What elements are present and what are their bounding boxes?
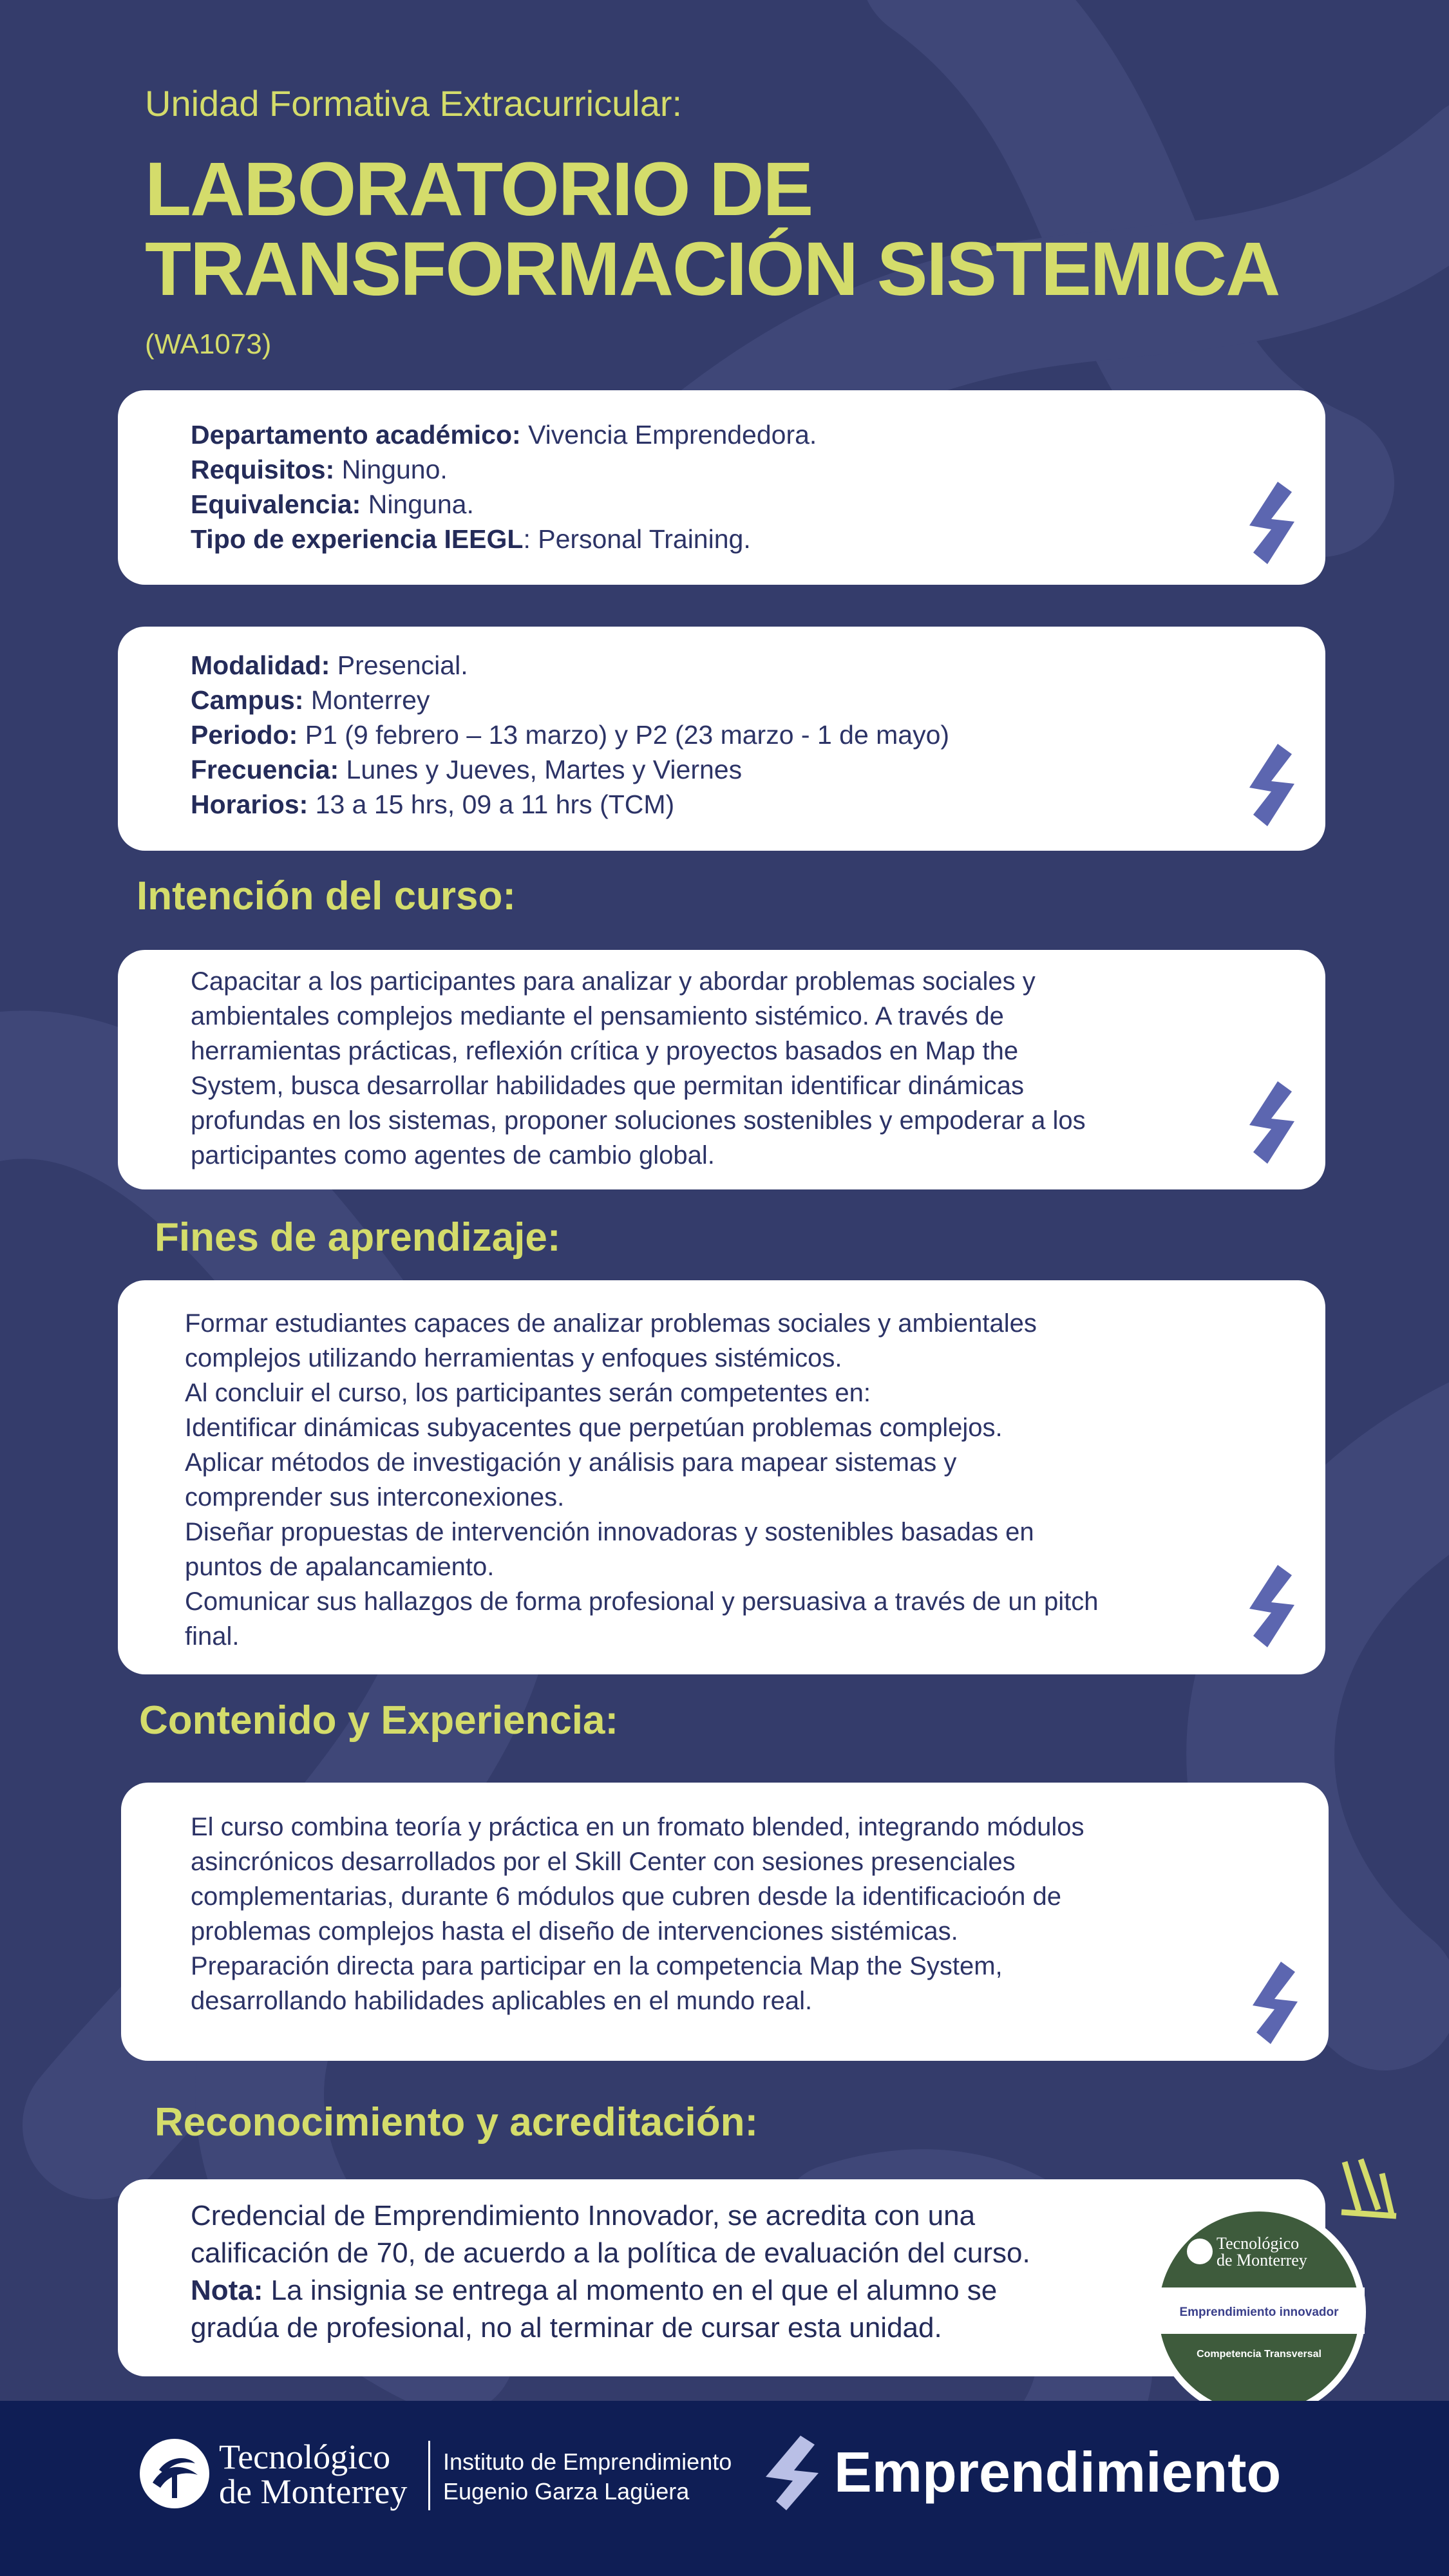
- emprendimiento-wordmark: Emprendimiento: [834, 2440, 1282, 2504]
- tec-name-line-2: de Monterrey: [219, 2472, 408, 2511]
- contenido-line: El curso combina teoría y práctica en un fromato blended, integrando módulos: [191, 1813, 1084, 1841]
- horarios-value: 13 a 15 hrs, 09 a 11 hrs (TCM): [308, 790, 675, 819]
- contenido-heading: Contenido y Experiencia:: [139, 1698, 619, 1743]
- contenido-line: complementarias, durante 6 módulos que cubren desde la identificacioón de: [191, 1882, 1061, 1911]
- departamento-value: Vivencia Emprendedora.: [520, 420, 817, 450]
- tipo-row: [191, 522, 817, 556]
- campus-value: Monterrey: [303, 685, 430, 715]
- modalidad-row: [191, 648, 949, 683]
- horarios-row: [191, 787, 949, 822]
- fines-line: Identificar dinámicas subyacentes que perpetúan problemas complejos.: [185, 1414, 1003, 1442]
- intencion-line: ambientales complejos mediante el pensamiento sistémico. A través de: [191, 1002, 1004, 1030]
- periodo-row: [191, 717, 949, 752]
- tec-wordmark: [219, 2439, 407, 2509]
- footer-divider: [428, 2441, 430, 2510]
- general-info-card: [118, 390, 1325, 585]
- fines-line: Al concluir el curso, los participantes serán competentes en:: [185, 1379, 871, 1407]
- periodo-label: Periodo:: [191, 720, 298, 750]
- departamento-label: Departamento académico:: [191, 420, 521, 450]
- schedule-list: [191, 648, 949, 822]
- fines-line: comprender sus interconexiones.: [185, 1483, 565, 1511]
- fines-line: Diseñar propuestas de intervención innovadoras y sostenibles basadas en: [185, 1518, 1034, 1546]
- intencion-line: Capacitar a los participantes para analizar y abordar problemas sociales y: [191, 967, 1036, 996]
- equivalencia-value: Ninguna.: [361, 489, 474, 519]
- tec-badge-seal-icon: [1187, 2239, 1213, 2264]
- fines-text: [185, 1306, 1099, 1654]
- badge-org-line-1: Tecnológico: [1217, 2234, 1300, 2253]
- fines-card: [118, 1280, 1325, 1674]
- page-title: [145, 147, 1280, 312]
- badge-title: Emprendimiento innovador: [1179, 2306, 1339, 2319]
- frecuencia-row: [191, 752, 949, 787]
- institute-line-2: Eugenio Garza Lagüera: [443, 2478, 690, 2505]
- reconocimiento-line-1: Credencial de Emprendimiento Innovador, se acredita con una: [191, 2200, 976, 2231]
- lightning-bolt-icon: [763, 2434, 821, 2512]
- schedule-card: [118, 627, 1325, 851]
- lightning-bolt-icon: [1247, 1564, 1298, 1649]
- reconocimiento-line-4: gradúa de profesional, no al terminar de cursar esta unidad.: [191, 2312, 942, 2344]
- reconocimiento-card: [118, 2179, 1325, 2376]
- tipo-value: : Personal Training.: [523, 524, 751, 554]
- intencion-line: participantes como agentes de cambio global.: [191, 1141, 715, 1170]
- lightning-bolt-icon: [1247, 743, 1298, 828]
- contenido-text: [191, 1810, 1084, 2018]
- fines-heading: Fines de aprendizaje:: [155, 1215, 561, 1260]
- modalidad-value: Presencial.: [330, 650, 468, 680]
- reconocimiento-text: [191, 2197, 1030, 2347]
- horarios-label: Horarios:: [191, 790, 308, 819]
- tec-torch-seal-icon: [138, 2438, 211, 2510]
- equivalencia-label: Equivalencia:: [191, 489, 361, 519]
- intencion-card: [118, 950, 1325, 1189]
- requisitos-label: Requisitos:: [191, 455, 335, 484]
- tipo-label: Tipo de experiencia IEEGL: [191, 524, 524, 554]
- intencion-line: profundas en los sistemas, proponer soluciones sostenibles y empoderar a los: [191, 1106, 1086, 1135]
- badge-org-line-2: de Monterrey: [1217, 2251, 1307, 2269]
- lightning-bolt-icon: [1250, 1960, 1302, 2045]
- lightning-bolt-icon: [1247, 1080, 1298, 1165]
- fines-line: Aplicar métodos de investigación y análisis para mapear sistemas y: [185, 1448, 957, 1477]
- title-line-2: TRANSFORMACIÓN SISTEMICA: [145, 227, 1280, 312]
- fines-line: complejos utilizando herramientas y enfoques sistémicos.: [185, 1344, 842, 1372]
- credential-badge: [1150, 2202, 1368, 2421]
- contenido-line: Preparación directa para participar en la competencia Map the System,: [191, 1952, 1003, 1980]
- fines-line: Comunicar sus hallazgos de forma profesional y persuasiva a través de un pitch: [185, 1587, 1099, 1616]
- institute-name: [443, 2447, 732, 2506]
- fines-line: final.: [185, 1622, 240, 1651]
- nota-text: La insignia se entrega al momento en el que el alumno se: [263, 2275, 998, 2306]
- badge-subtitle: Competencia Transversal: [1197, 2349, 1321, 2360]
- campus-label: Campus:: [191, 685, 304, 715]
- course-code: (WA1073): [145, 328, 272, 360]
- contenido-card: [121, 1783, 1329, 2061]
- modalidad-label: Modalidad:: [191, 650, 330, 680]
- frecuencia-label: Frecuencia:: [191, 755, 339, 784]
- lightning-bolt-icon: [1247, 480, 1298, 565]
- frecuencia-value: Lunes y Jueves, Martes y Viernes: [339, 755, 743, 784]
- contenido-line: desarrollando habilidades aplicables en el mundo real.: [191, 1987, 813, 2015]
- campus-row: [191, 683, 949, 717]
- intencion-line: System, busca desarrollar habilidades que permitan identificar dinámicas: [191, 1072, 1024, 1100]
- requisitos-row: [191, 452, 817, 487]
- tec-name-line-1: Tecnológico: [219, 2438, 391, 2476]
- institute-line-1: Instituto de Emprendimiento: [443, 2448, 732, 2475]
- intencion-heading: Intención del curso:: [137, 874, 516, 918]
- reconocimiento-heading: Reconocimiento y acreditación:: [155, 2100, 759, 2145]
- fines-line: puntos de apalancamiento.: [185, 1553, 495, 1581]
- reconocimiento-line-2: calificación de 70, de acuerdo a la política de evaluación del curso.: [191, 2237, 1030, 2269]
- contenido-line: problemas complejos hasta el diseño de intervenciones sistémicas.: [191, 1917, 958, 1946]
- fines-line: Formar estudiantes capaces de analizar problemas sociales y ambientales: [185, 1309, 1037, 1338]
- intencion-line: herramientas prácticas, reflexión crítica y proyectos basados en Map the: [191, 1037, 1019, 1065]
- reconocimiento-line-3: [191, 2272, 1030, 2309]
- title-line-1: LABORATORIO DE: [145, 147, 813, 232]
- pretitle: Unidad Formativa Extracurricular:: [145, 83, 683, 124]
- equivalencia-row: [191, 487, 817, 522]
- contenido-line: asincrónicos desarrollados por el Skill Center con sesiones presenciales: [191, 1848, 1016, 1876]
- general-info-list: [191, 417, 817, 556]
- departamento-row: [191, 417, 817, 452]
- periodo-value: P1 (9 febrero – 13 marzo) y P2 (23 marzo - 1 de mayo): [298, 720, 950, 750]
- intencion-text: [191, 964, 1086, 1173]
- nota-label: Nota:: [191, 2275, 263, 2306]
- requisitos-value: Ninguno.: [334, 455, 448, 484]
